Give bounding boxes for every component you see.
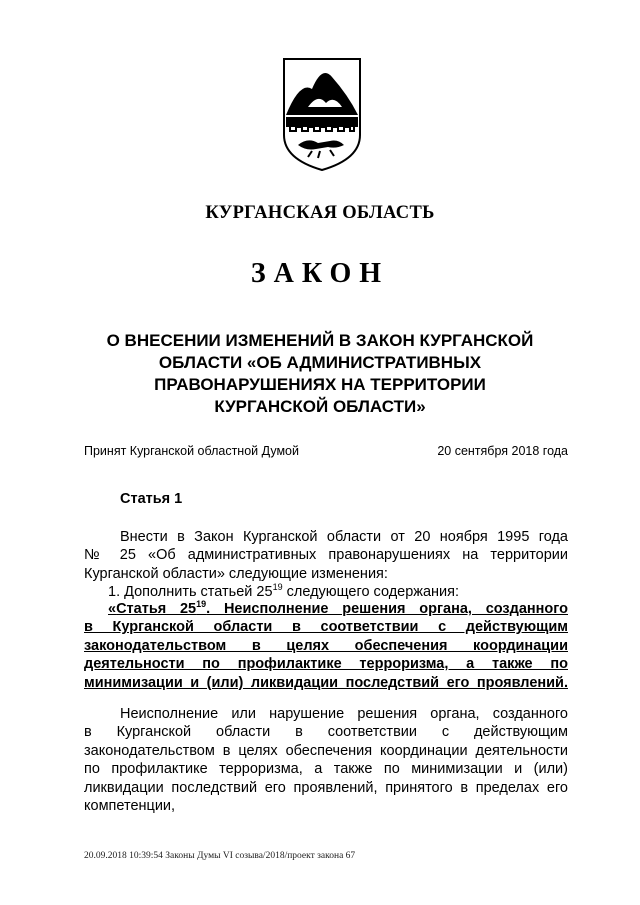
- adoption-info: [84, 444, 568, 462]
- paragraph-line: по профилактике терроризма, а также по минимизации и (или): [84, 761, 568, 778]
- new-article-text: . Неисполнение решения органа, созданного: [206, 601, 568, 617]
- new-article-line: [84, 600, 568, 618]
- article-paragraph: [84, 705, 568, 815]
- article-heading: Статья 1: [120, 491, 183, 507]
- intro-line: № 25 «Об административных правонарушениях на территории: [84, 547, 568, 564]
- item-text-after: следующего содержания:: [282, 584, 460, 601]
- document-type: ЗАКОН: [250, 258, 390, 289]
- paragraph-line: компетенции,: [84, 798, 176, 815]
- paragraph-line: в Курганской области в соответствии с действующим: [84, 724, 568, 741]
- open-quote: «: [108, 601, 117, 617]
- coat-of-arms-emblem: [278, 55, 366, 173]
- new-article-line: законодательством в целях обеспечения координации: [84, 637, 568, 654]
- item-text: 1. Дополнить статьей 25: [108, 584, 273, 601]
- title-line: ПРАВОНАРУШЕНИЯХ НА ТЕРРИТОРИИ: [154, 375, 486, 394]
- intro-line: Внести в Закон Курганской области от 20 ноября 1995 года: [120, 529, 568, 545]
- paragraph-line: законодательством в целях обеспечения координации деятельности: [84, 742, 568, 759]
- intro-line: Курганской области» следующие изменения:: [84, 565, 388, 582]
- amendment-item-1: [84, 583, 568, 601]
- title-line: О ВНЕСЕНИИ ИЗМЕНЕНИЙ В ЗАКОН КУРГАНСКОЙ: [106, 331, 534, 350]
- new-article-line: в Курганской области в соответствии с действующим: [84, 619, 568, 636]
- new-article-sup: 19: [196, 599, 207, 610]
- document-footer: 20.09.2018 10:39:54 Законы Думы VI созыва/2018/проект закона 67: [84, 851, 356, 861]
- law-title: [90, 330, 550, 418]
- title-line: ОБЛАСТИ «ОБ АДМИНИСТРАТИВНЫХ: [158, 353, 482, 372]
- region-title: КУРГАНСКАЯ ОБЛАСТЬ: [205, 203, 435, 223]
- new-article-title: [84, 600, 568, 692]
- adopted-by: Принят Курганской областной Думой: [84, 444, 299, 458]
- article-intro: [84, 528, 568, 602]
- paragraph-line: Неисполнение или нарушение решения органа, созданного: [120, 706, 568, 722]
- title-line: КУРГАНСКОЙ ОБЛАСТИ»: [214, 397, 426, 416]
- item-sup: 19: [272, 582, 283, 593]
- new-article-line: минимизации и (или) ликвидации последствий его проявлений.: [84, 674, 568, 691]
- new-article-label: Статья 25: [116, 601, 197, 617]
- paragraph-line: ликвидации последствий его проявлений, принятого в пределах его: [84, 779, 568, 796]
- new-article-line: деятельности по профилактике терроризма, а также по: [84, 656, 568, 673]
- adoption-date: 20 сентября 2018 года: [437, 444, 568, 458]
